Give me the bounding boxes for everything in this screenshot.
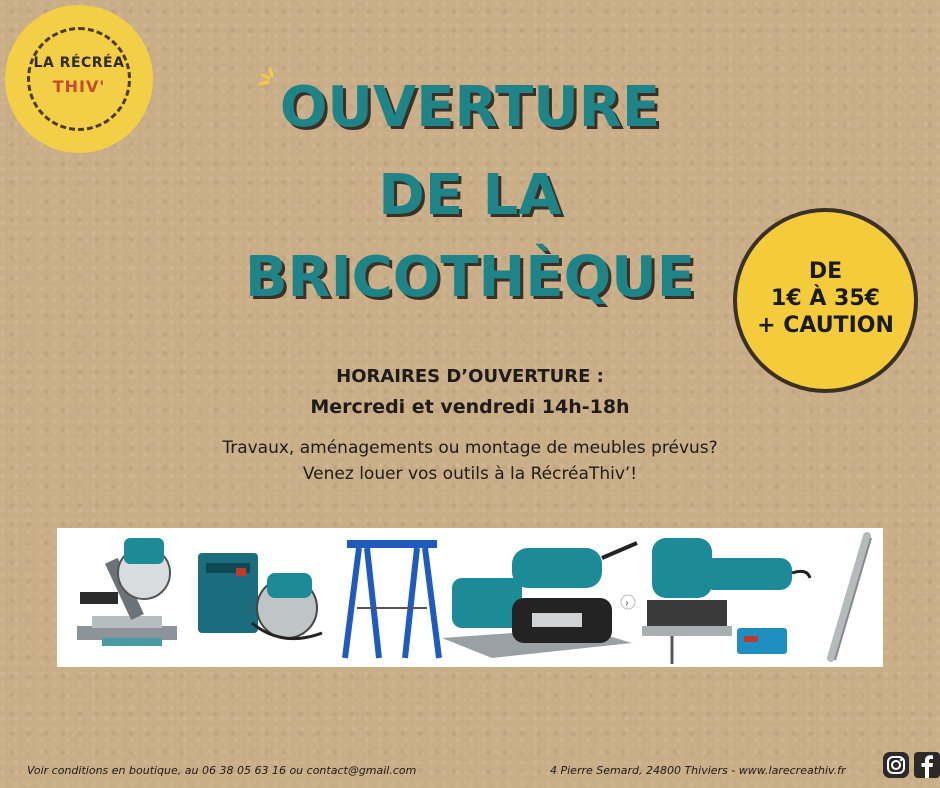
title-line-3: BRICOTHÈQUE <box>245 245 695 310</box>
price-line-1: DE <box>808 259 843 284</box>
sawhorse-icon <box>337 528 447 667</box>
instagram-icon[interactable] <box>883 752 909 778</box>
facebook-icon[interactable] <box>914 752 940 778</box>
guide-rail-icon <box>817 528 883 667</box>
price-line-2: 1€ À 35€ <box>771 286 880 311</box>
price-line-3: + CAUTION <box>757 313 894 338</box>
jigsaw-icon <box>642 528 812 667</box>
hours-days: Mercredi et vendredi 14h-18h <box>310 396 630 418</box>
logo <box>5 5 153 153</box>
circular-saw-case-icon <box>192 528 332 667</box>
logo-text-line2: THIV' <box>52 77 106 96</box>
title-line-2: DE LA <box>378 163 562 228</box>
price-badge <box>733 208 918 393</box>
planer-icon <box>432 528 642 667</box>
footer-contact: Voir conditions en boutique, au 06 38 05 63 16 ou contact@gmail.com <box>27 764 417 777</box>
title-line-1: OUVERTURE <box>279 75 661 140</box>
svg-text:›: › <box>625 598 629 609</box>
footer-address[interactable]: 4 Pierre Semard, 24800 Thiviers - www.larecreathiv.fr <box>550 764 846 777</box>
logo-text-line1: LA RÉCRÉA <box>33 55 125 71</box>
tools-image-strip <box>57 528 883 667</box>
hours-heading: HORAIRES D’OUVERTURE : <box>336 366 604 387</box>
promo-line-1: Travaux, aménagements ou montage de meubles prévus? <box>222 438 718 458</box>
miter-saw-icon <box>62 528 192 667</box>
promo-line-2: Venez louer vos outils à la RécréaThiv’! <box>302 464 638 484</box>
